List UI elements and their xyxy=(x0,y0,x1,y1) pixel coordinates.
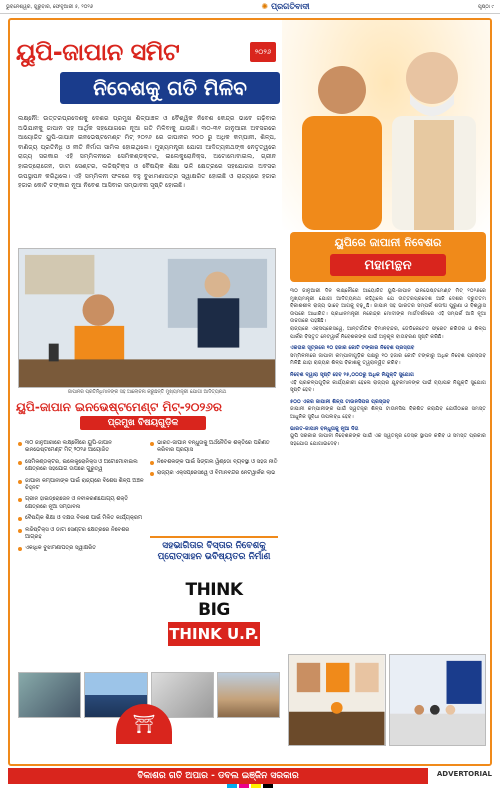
right-subheading: ୫୦୦ ଏକର ଜାପାନୀ ଶିଳ୍ପ ଟାଉନସିପର ପ୍ରସ୍ତାବ xyxy=(290,398,390,405)
brand-logo-icon: ✺ xyxy=(261,1,269,11)
black-swatch xyxy=(263,784,273,788)
list-item: ଜାପାନୀ କମ୍ପାନୀଙ୍କ ପାଇଁ ରାଜ୍ୟରେ ବିଶେଷ ଶିଳ୍ପ ଅଞ୍ଚଳ ଚିହ୍ନଟ xyxy=(18,478,146,493)
right-subheading: ଭାରତ-ଜାପାନ ବନ୍ଧୁତାକୁ ନୂଆ ଦିଗ xyxy=(290,425,359,432)
summit-photos xyxy=(288,654,486,746)
meeting-photo-illustration xyxy=(19,249,275,387)
advertorial-label: ADVERTORIAL xyxy=(436,770,492,778)
headline-line1: ୟୁପି-ଜାପାନ ସମିଟ xyxy=(16,38,180,66)
cyan-swatch xyxy=(227,784,237,788)
list-item: ନିବେଶକଙ୍କ ପାଇଁ ସିଙ୍ଗଲ ୱିଣ୍ଡୋ ବ୍ୟବସ୍ଥା ଓ ସହଜ ନୀତି xyxy=(150,459,278,466)
right-article-body xyxy=(290,288,486,448)
list-item: ଲଜିଷ୍ଟିକ୍ସ ଓ ଡାଟା ସେଣ୍ଟର କ୍ଷେତ୍ରରେ ନିବେଶର ଆଗ୍ରହ xyxy=(18,527,146,542)
highlights-subtitle: ପ୍ରମୁଖ ବିଷୟଗୁଡ଼ିକ xyxy=(80,416,206,430)
intro-paragraph: ଲକ୍ଷ୍ନୌ: ଉତ୍ତରପ୍ରଦେଶକୁ ଦେଶର ପ୍ରମୁଖ ଶିଳ୍ପାଞ୍ଚଳ ଓ ବୈଶ୍ୱିକ ନିବେଶ କେନ୍ଦ୍ର ଭାବେ ଗଢ଼ିବାର ଅଭିଯାନକୁ ଜାପାନ ସହ ଆର୍ଥିକ ସହଯୋଗରେ ନୂଆ ଗତି ମିଳିବାକୁ ଯାଉଛି। ୩୦-୩୧ ଜାନୁଆରୀ ଅବସରରେ ଆୟୋଜିତ ୟୁପି-ଜାପାନ ଇନଭେଷ୍ଟମେଣ୍ଟ ମିଟ୍ ୨୦୨୬ ରେ ଜାପାନର ୨୦୦ ରୁ ଅଧିକ କମ୍ପାନୀ, ଶିଳ୍ପ, ବାଣିଜ୍ୟ ପ୍ରତିନିଧି ଓ ନୀତି ନିର୍ମାତା ସାମିଲ ହୋଇଥିଲେ। ମୁଖ୍ୟମନ୍ତ୍ରୀ ଯୋଗୀ ଆଦିତ୍ୟନାଥଙ୍କ ନେତୃତ୍ୱରେ ରାଜ୍ୟ ସରକାର ଏହି ସମ୍ମିଳନୀରେ ସେମିକଣ୍ଡକ୍ଟର, ଇଲେକ୍ଟ୍ରୋନିକ୍ସ, ଅଟୋମୋବାଇଲ, ଗ୍ରୀନ ହାଇଡ୍ରୋଜେନ, ଡାଟା ସେଣ୍ଟର, ଲଜିଷ୍ଟିକ୍ସ ଓ ବୈଷୟିକ ଶିକ୍ଷା ଭଳି କ୍ଷେତ୍ରରେ ସହଯୋଗର ଅବସର ଉପସ୍ଥାପନ କରିଥିଲେ। ଏହି ସମ୍ମିଳନୀ ଫଳରେ ବହୁ ବୁଝାମଣାପତ୍ର ସ୍ୱାକ୍ଷରିତ ହୋଇଛି ଓ ରାଜ୍ୟରେ ହଜାର ହଜାର କୋଟି ଟଙ୍କାର ନୂଆ ନିବେଶ ଆସିବାର ସମ୍ଭାବନା ସୃଷ୍ଟି ହୋଇଛି। xyxy=(18,115,276,190)
right-subheading: ଏକତାର ସୂତ୍ରରେ ୧୦ ହଜାର କୋଟି ଟଙ୍କାର ନିବେଶ ପ୍ରସ୍ତାବ xyxy=(290,345,415,352)
highlights-list-right xyxy=(150,440,278,482)
footer-bar xyxy=(8,768,492,784)
right-paragraph: ଜାପାନୀ କମ୍ପାନୀଙ୍କ ପାଇଁ ସ୍ୱତନ୍ତ୍ର ଶିଳ୍ପ ଟାଉନସିପ ବିକଶିତ କରାଯିବ ଯେଉଁଠାରେ ସମସ୍ତ ଆଧୁନିକ ସୁବିଧା ଉପଲବ୍ଧ ହେବ। xyxy=(290,406,486,420)
year-badge: ୨୦୨୬ xyxy=(250,42,276,62)
yellow-swatch xyxy=(251,784,261,788)
magenta-swatch xyxy=(239,784,249,788)
right-paragraph: ଏହି ପ୍ରକଳ୍ପଗୁଡ଼ିକ କାର୍ଯ୍ୟକାରୀ ହେଲେ ରାଜ୍ୟର ଯୁବକମାନଙ୍କ ପାଇଁ ବ୍ୟାପକ ନିଯୁକ୍ତି ସୁଯୋଗ ସୃଷ୍ଟି ହେବ। xyxy=(290,379,486,394)
right-headline-line1: ୟୁପିରେ ଜାପାନୀ ନିବେଶର xyxy=(334,236,442,249)
right-paragraph: ୩୦ ଜାନୁଆରୀ ଦିନ ଲକ୍ଷ୍ନୌରେ ଆୟୋଜିତ ୟୁପି-ଜାପାନ ଇନଭେଷ୍ଟମେଣ୍ଟ ମିଟ୍ ୨୦୨୬ରେ ମୁଖ୍ୟମନ୍ତ୍ରୀ ଯୋଗୀ ଆଦିତ୍ୟନାଥ କହିଥିଲେ ଯେ ଉତ୍ତରପ୍ରଦେଶ ଆଜି ଦେଶର ଦ୍ରୁତତମ ବିକାଶଶୀଳ ରାଜ୍ୟ ଭାବେ ଆଗକୁ ବଢ଼ୁଛି। ଜାପାନ ସହ ଭାରତର ସମ୍ପର୍କ ଶତାବ୍ଦୀ ପୁରୁଣା ଓ ବିଶ୍ୱାସ ଉପରେ ଆଧାରିତ। ପ୍ରଧାନମନ୍ତ୍ରୀ ନରେନ୍ଦ୍ର ମୋଦୀଙ୍କ ମାର୍ଗଦର୍ଶନରେ ଏହି ସମ୍ପର୍କ ଆଜି ନୂଆ ଉଚ୍ଚତାରେ ପହଞ୍ଚିଛି। xyxy=(290,288,486,325)
partnership-tagline: ସହଭାଗିତାର ବିସ୍ତାର ନିବେଶକୁ ପ୍ରୋତ୍ସାହନ ଭବିଷ୍ୟତର ନିର୍ମାଣ xyxy=(150,536,278,563)
list-item: ୩୦ ଜାନୁଆରୀରେ ଲକ୍ଷ୍ନୌରେ ୟୁପି-ଜାପାନ ଇନଭେଷ୍ଟମେଣ୍ଟ ମିଟ୍ ୨୦୨୬ ଆୟୋଜିତ xyxy=(18,440,146,455)
think-big-text: THINK BIG xyxy=(185,580,243,620)
date-line: ଭୁବନେଶ୍ୱର, ଗୁରୁବାର, ଫେବୃଆରୀ ୫, ୨୦୨୬ xyxy=(6,3,93,10)
list-item: ଗ୍ରୀନ ହାଇଡ୍ରୋଜେନ ଓ ନବୀକରଣଯୋଗ୍ୟ ଶକ୍ତି କ୍ଷେତ୍ରରେ ନୂଆ ସମ୍ଭାବନା xyxy=(18,496,146,511)
left-column xyxy=(10,20,282,764)
masthead-bar xyxy=(0,0,500,14)
summit-hall-photo xyxy=(288,654,386,746)
list-item: ରାଜ୍ୟର ଏକ୍ସପ୍ରେସୱେ ଓ ବିମାନବନ୍ଦର ନେଟୱାର୍କର ଲାଭ xyxy=(150,470,278,477)
list-item: ଏକାଧିକ ବୁଝାମଣାପତ୍ର ସ୍ୱାକ୍ଷରିତ xyxy=(18,545,146,552)
right-headline-banner xyxy=(290,232,486,282)
meeting-photo xyxy=(18,248,276,388)
summit-stage-photo xyxy=(389,654,487,746)
right-paragraph: ସମ୍ମିଳନୀରେ ଜାପାନୀ କମ୍ପାନୀଗୁଡ଼ିକ ପକ୍ଷରୁ ୧୦ ହଜାର କୋଟି ଟଙ୍କାରୁ ଅଧିକ ନିବେଶ ପ୍ରସ୍ତାବ ମିଳିଛି ଯାହା ରାଜ୍ୟର ଶିଳ୍ପ ବିକାଶକୁ ତ୍ୱରାନ୍ୱିତ କରିବ। xyxy=(290,352,486,367)
leaders-illustration xyxy=(282,20,492,230)
semiconductor-photo xyxy=(18,672,81,718)
right-headline-line2: ମହାମନ୍ଥନ xyxy=(330,254,446,276)
summit-hall-illustration xyxy=(289,655,385,745)
right-paragraph: ୟୁପି ସରକାର ଜାପାନୀ ନିବେଶକଙ୍କ ପାଇଁ ଏକ ସ୍ୱତନ୍ତ୍ର ଡେସ୍କ ସ୍ଥାପନ କରିବ ଓ ସମସ୍ତ ପ୍ରକାର ସହଯୋଗ ଯୋଗାଇଦେବ। xyxy=(290,433,486,447)
footer-slogan: ବିକାଶର ଗତି ଅପାର - ଡବଲ ଇଞ୍ଜିନ ସରକାର xyxy=(8,768,428,784)
list-item: ବୈଷୟିକ ଶିକ୍ଷା ଓ ଦକ୍ଷତା ବିକାଶ ପାଇଁ ମିଳିତ କାର୍ଯ୍ୟକ୍ରମ xyxy=(18,515,146,522)
newspaper-brand: ✺ ପ୍ରଗତିବାଦୀ xyxy=(261,1,310,11)
list-item: ଭାରତ-ଜାପାନ ବନ୍ଧୁତାକୁ ଅର୍ଥନୈତିକ ଶକ୍ତିରେ ପରିଣତ କରିବାର ପ୍ରୟାସ xyxy=(150,440,278,455)
building-photo xyxy=(217,672,280,718)
think-big-logo xyxy=(168,580,260,646)
highlights-list-left xyxy=(18,440,146,557)
right-paragraph: ରାଜ୍ୟରେ ଏକ୍ସପ୍ରେସୱେ, ଆନ୍ତର୍ଜାତିକ ବିମାନବନ୍ଦର, ଡେଡିକେଟେଡ ଫ୍ରେଟ କରିଡର ଓ ଶିଳ୍ପ ପାର୍କର ବିସ୍ତୃତ ନେଟୱାର୍କ ନିବେଶକଙ୍କ ପାଇଁ ଅନୁକୂଳ ବାତାବରଣ ସୃଷ୍ଟି କରିଛି। xyxy=(290,325,486,340)
right-column xyxy=(282,20,492,764)
summit-stage-illustration xyxy=(390,655,486,745)
think-up-text: THINK U.P. xyxy=(168,622,260,646)
highlights-title: ୟୁପି-ଜାପାନ ଇନଭେଷ୍ଟମେଣ୍ଟ ମିଟ୍-୨୦୨୬ର xyxy=(16,400,223,414)
headline-line2: ନିବେଶକୁ ଗତି ମିଳିବ xyxy=(60,72,280,104)
right-subheading: ନିବେଶ ଦ୍ୱାରା ସୃଷ୍ଟି ହେବ ୨୫,୦୦୦ରୁ ଅଧିକ ନିଯୁକ୍ତି ସୁଯୋଗ xyxy=(290,371,415,378)
leaders-photo xyxy=(282,20,492,230)
list-item: ସେମିକଣ୍ଡକ୍ଟର, ଇଲେକ୍ଟ୍ରୋନିକ୍ସ ଓ ଅଟୋମୋବାଇଲ କ୍ଷେତ୍ରରେ ସହଯୋଗ ଉପରେ ଗୁରୁତ୍ୱ xyxy=(18,459,146,474)
print-registration-marks xyxy=(0,784,500,788)
meeting-photo-caption: ଜାପାନର ପ୍ରତିନିଧିମାନଙ୍କ ସହ ଆଲୋଚନା କରୁଛନ୍ତି ମୁଖ୍ୟମନ୍ତ୍ରୀ ଯୋଗୀ ଆଦିତ୍ୟନାଥ xyxy=(67,390,227,395)
page-number: ପୃଷ୍ଠା ୯ xyxy=(478,3,494,10)
advertorial-page xyxy=(8,18,492,766)
torii-gate-icon: ⛩ xyxy=(116,704,172,744)
